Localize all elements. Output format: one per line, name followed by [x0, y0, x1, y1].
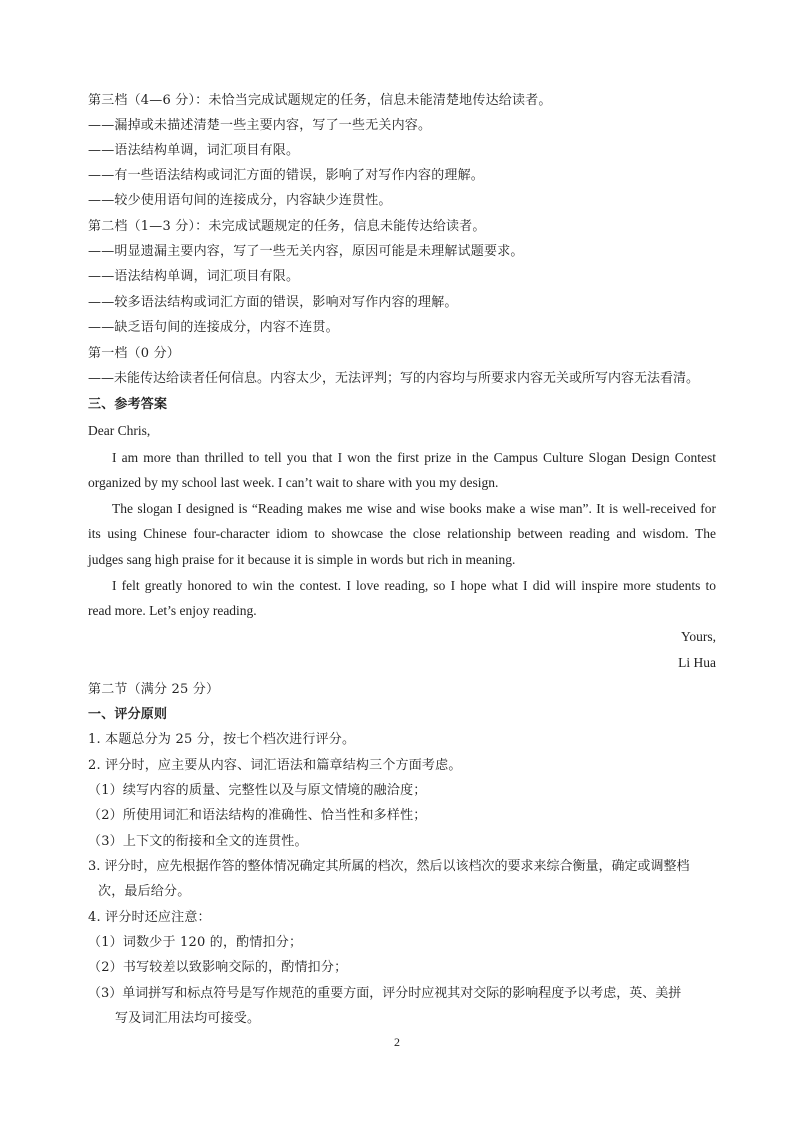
tier2-item-2: ——语法结构单调，词汇项目有限。 [88, 269, 300, 284]
tier1-title: 第一档（0 分） [88, 346, 181, 361]
rule-3-line2: 次，最后给分。 [98, 884, 191, 899]
letter-p2-line3: judges sang high praise for it because it is simple in words but rich in meaning. [88, 552, 516, 567]
letter-p2-line1: The slogan I designed is “Reading makes me wise and wise books make a wise man”. It is well-received for [112, 501, 716, 516]
letter-p1-line1: I am more than thrilled to tell you that I won the first prize in the Campus Culture Slogan Design Contest [112, 450, 716, 465]
principles-heading: 一、评分原则 [88, 707, 168, 722]
tier2-title: 第二档（1—3 分）：未完成试题规定的任务，信息未能传达给读者。 [88, 219, 486, 234]
rule-4-item-3-line1: （3）单词拼写和标点符号是写作规范的重要方面，评分时应视其对交际的影响程度予以考虑，英、美拼 [88, 986, 682, 1001]
tier1-item-1: ——未能传达给读者任何信息。内容太少，无法评判；写的内容均与所要求内容无关或所写内容无法看清。 [88, 371, 700, 386]
rule-4-item-2: （2）书写较差以致影响交际的，酌情扣分； [88, 960, 348, 975]
tier3-item-3: ——有一些语法结构或词汇方面的错误，影响了对写作内容的理解。 [88, 168, 485, 183]
letter-greeting: Dear Chris, [88, 423, 151, 438]
rule-4-item-1: （1）词数少于 120 的，酌情扣分； [88, 935, 303, 950]
rule-1: 1. 本题总分为 25 分，按七个档次进行评分。 [88, 732, 356, 747]
tier2-item-3: ——较多语法结构或词汇方面的错误，影响对写作内容的理解。 [88, 295, 458, 310]
tier3-item-2: ——语法结构单调，词汇项目有限。 [88, 143, 300, 158]
page-number: 2 [394, 1035, 400, 1049]
rule-3-line1: 3. 评分时，应先根据作答的整体情况确定其所属的档次，然后以该档次的要求来综合衡量，确定或调整档 [88, 859, 690, 874]
letter-p1-line2: organized by my school last week. I can’t wait to share with you my design. [88, 475, 499, 490]
tier3-item-4: ——较少使用语句间的连接成分，内容缺少连贯性。 [88, 193, 392, 208]
rule-4-item-3-line2: 写及词汇用法均可接受。 [115, 1011, 261, 1026]
letter-signature: Li Hua [678, 655, 716, 670]
rule-2: 2. 评分时，应主要从内容、词汇语法和篇章结构三个方面考虑。 [88, 758, 462, 773]
tier3-item-1: ——漏掉或未描述清楚一些主要内容，写了一些无关内容。 [88, 118, 432, 133]
tier2-item-1: ——明显遗漏主要内容，写了一些无关内容，原因可能是未理解试题要求。 [88, 244, 524, 259]
rule-2-item-1: （1）续写内容的质量、完整性以及与原文情境的融洽度； [88, 783, 427, 798]
tier3-title: 第三档（4—6 分）：未恰当完成试题规定的任务，信息未能清楚地传达给读者。 [88, 93, 552, 108]
letter-p3-line2: read more. Let’s enjoy reading. [88, 603, 257, 618]
letter-closing: Yours, [680, 629, 716, 644]
section2-title: 第二节（满分 25 分） [88, 682, 220, 697]
rule-2-item-3: （3）上下文的衔接和全文的连贯性。 [88, 834, 308, 849]
rule-4: 4. 评分时还应注意： [88, 910, 211, 925]
tier2-item-4: ——缺乏语句间的连接成分，内容不连贯。 [88, 320, 339, 335]
rule-2-item-2: （2）所使用词汇和语法结构的准确性、恰当性和多样性； [88, 808, 427, 823]
letter-p2-line2: its using Chinese four-character idiom to showcase the close relationship between reading and wisdom. The [88, 526, 716, 541]
letter-p3-line1: I felt greatly honored to win the contest. I love reading, so I hope what I did will inspire more students to [112, 578, 716, 593]
reference-answer-heading: 三、参考答案 [88, 397, 168, 412]
